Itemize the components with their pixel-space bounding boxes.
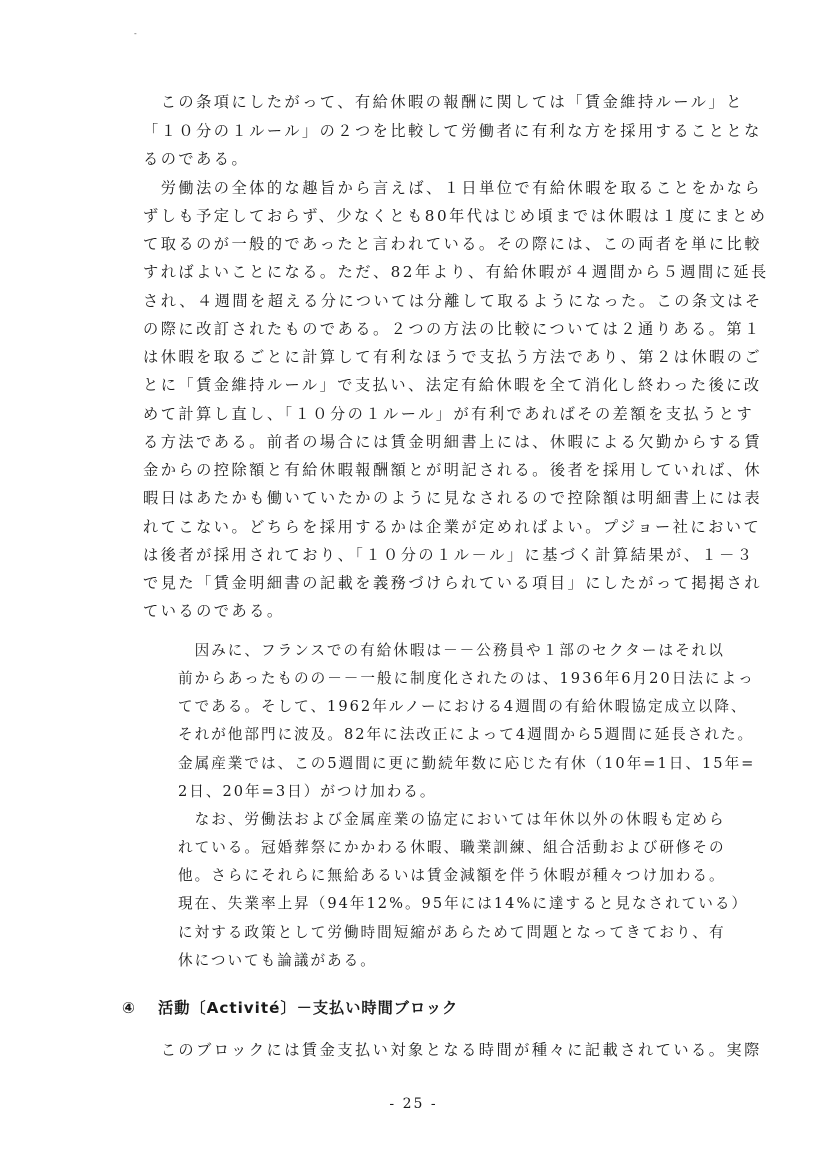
section-number: ④ bbox=[122, 999, 136, 1017]
text-line: すればよいことになる。ただ、82年より、有給休暇が４週間から５週間に延長 bbox=[143, 263, 769, 281]
note-line: に対する政策として労働時間短縮があらためて問題となってきており、有 bbox=[178, 924, 726, 941]
note-line: 他。さらにそれらに無給あるいは賃金減額を伴う休暇が種々つけ加わる。 bbox=[178, 867, 726, 884]
text-line: 暇日はあたかも働いていたかのように見なされるので控除額は明細書上には表 bbox=[143, 489, 763, 507]
text-line: このブロックには賃金支払い対象となる時間が種々に記載されている。実際 bbox=[143, 1041, 762, 1059]
text-line: ずしも予定しておらず、少なくとも80年代はじめ頃までは休暇は１度にまとめ bbox=[143, 207, 768, 225]
text-line: れてこない。どちらを採用するかは企業が定めればよい。プジョー社において bbox=[143, 518, 762, 536]
text-line: るのである。 bbox=[143, 150, 250, 168]
note-line: 金属産業では、この5週間に更に勤続年数に応じた有休（10年=1日、15年= bbox=[178, 755, 756, 772]
page-number: - 25 - bbox=[389, 1096, 438, 1112]
text-line: は後者が採用されており、「１０分の１ル－ル」に基づく計算結果が、１－３ bbox=[143, 546, 755, 564]
note-line: 現在、失業率上昇（94年12%。95年には14%に達すると見なされている） bbox=[178, 895, 749, 912]
section-heading bbox=[122, 998, 458, 1018]
text-line: この条項にしたがって、有給休暇の報酬に関しては「賃金維持ルール」と bbox=[143, 93, 744, 111]
corner-mark: - bbox=[134, 29, 137, 38]
text-line: めて計算し直し、「１０分の１ルール」が有利であればその差額を支払うとす bbox=[143, 405, 755, 423]
text-line: て取るのが一般的であったと言われている。その際には、この両者を単に比較 bbox=[143, 235, 762, 253]
note-line: 前からあったものの－－一般に制度化されたのは、1936年6月20日法によっ bbox=[178, 670, 755, 687]
text-line: 「１０分の１ルール」の２つを比較して労働者に有利な方を採用することとな bbox=[143, 122, 762, 140]
section-title: 活動〔Activité〕－支払い時間ブロック bbox=[158, 999, 459, 1017]
note-line: 休についても論議がある。 bbox=[178, 952, 377, 969]
note-line: てである。そして、1962年ルノーにおける4週間の有給休暇協定成立以降、 bbox=[178, 698, 748, 715]
text-line: は休暇を取るごとに計算して有利なほうで支払う方法であり、第２は休暇のご bbox=[143, 348, 763, 366]
text-line: の際に改訂されたものである。２つの方法の比較については２通りある。第１ bbox=[143, 320, 762, 338]
note-line: れている。冠婚葬祭にかかわる休暇、職業訓練、組合活動および研修その bbox=[178, 839, 726, 856]
text-line: る方法である。前者の場合には賃金明細書上には、休暇による欠勤からする賃 bbox=[143, 433, 763, 451]
text-line: で見た「賃金明細書の記載を義務づけられている項目」にしたがって掲掲され bbox=[143, 574, 763, 592]
note-line: なお、労働法および金属産業の協定においては年休以外の休暇も定めら bbox=[178, 811, 726, 828]
text-line: 労働法の全体的な趣旨から言えば、１日単位で有給休暇を取ることをかなら bbox=[143, 179, 763, 197]
text-line: され、４週間を超える分については分離して取るようになった。この条文はそ bbox=[143, 292, 763, 310]
note-line: 因みに、フランスでの有給休暇は－－公務員や１部のセクターはそれ以 bbox=[178, 642, 725, 659]
text-line: 金からの控除額と有給休暇報酬額とが明記される。後者を採用していれば、休 bbox=[143, 461, 763, 479]
note-line: それが他部門に波及。82年に法改正によって4週間から5週間に延長された。 bbox=[178, 726, 755, 743]
text-line: とに「賃金維持ルール」で支払い、法定有給休暇を全て消化し終わった後に改 bbox=[143, 376, 762, 394]
text-line: ているのである。 bbox=[143, 602, 285, 620]
note-line: 2日、20年=3日）がつけ加わる。 bbox=[178, 783, 437, 800]
